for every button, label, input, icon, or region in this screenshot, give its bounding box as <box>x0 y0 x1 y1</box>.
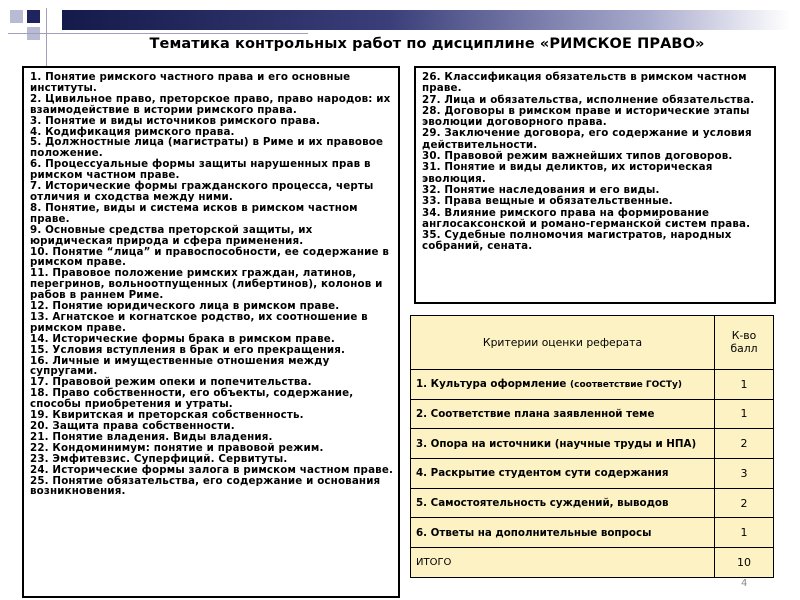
list-item: 24. Исторические формы залога в римском частном праве. <box>30 463 394 476</box>
score-cell: 2 <box>715 488 774 518</box>
list-item: 25. Понятие обязательства, его содержание и основания возникновения. <box>30 474 381 498</box>
table-row <box>411 429 774 459</box>
list-item: 4. Кодификация римского права. <box>30 125 235 138</box>
list-item: 16. Личные и имущественные отношения между супругами. <box>30 354 330 378</box>
criteria-text: 4. Раскрытие студентом сути содержания <box>416 467 669 480</box>
table-row <box>411 518 774 548</box>
list-item: 3. Понятие и виды источников римского права. <box>30 114 321 127</box>
criteria-cell <box>411 488 715 518</box>
criteria-text: 6. Ответы на дополнительные вопросы <box>416 526 652 539</box>
criteria-cell <box>411 518 715 548</box>
total-score: 10 <box>715 548 774 578</box>
total-label: ИТОГО <box>411 548 715 578</box>
list-item: 18. Право собственности, его объекты, содержание, способы приобретения и утраты. <box>30 387 354 411</box>
list-item: 21. Понятие владения. Виды владения. <box>30 430 273 443</box>
list-item: 12. Понятие юридического лица в римском праве. <box>30 300 340 313</box>
list-item: 5. Должностные лица (магистраты) в Риме и их правовое положение. <box>30 136 384 160</box>
table-header-row <box>411 316 774 370</box>
header-gradient-bar <box>62 10 790 30</box>
score-cell: 1 <box>715 399 774 429</box>
table-row <box>411 399 774 429</box>
list-item: 29. Заключение договора, его содержание и условия действительности. <box>422 127 752 151</box>
table-total-row <box>411 548 774 578</box>
list-item: 8. Понятие, виды и система исков в римском частном праве. <box>30 201 358 225</box>
list-item: 33. Права вещные и обязательственные. <box>422 195 673 208</box>
score-cell: 1 <box>715 518 774 548</box>
list-item: 31. Понятие и виды деликтов, их историческая эволюция. <box>422 161 713 185</box>
score-cell: 3 <box>715 459 774 489</box>
list-item: 13. Агнатское и когнатское родство, их соотношение в римском праве. <box>30 310 368 334</box>
list-item: 17. Правовой режим опеки и попечительства. <box>30 376 312 389</box>
page-number: 4 <box>741 578 748 589</box>
list-item: 26. Классификация обязательств в римском частном праве. <box>422 71 747 95</box>
list-item: 27. Лица и обязательства, исполнение обязательства. <box>422 93 755 106</box>
criteria-cell <box>411 369 715 399</box>
column-header-score: К-во балл <box>715 316 774 370</box>
list-item: 6. Процессуальные формы защиты нарушенных прав в римском частном праве. <box>30 158 371 182</box>
decor-square-dark <box>27 10 40 23</box>
list-item: 10. Понятие “лица” и правоспособности, ее содержание в римском праве. <box>30 245 390 269</box>
page-title: Тематика контрольных работ по дисциплине «РИМСКОЕ ПРАВО» <box>149 36 705 52</box>
list-item: 1. Понятие римского частного права и его основные институты. <box>30 71 351 94</box>
criteria-table <box>410 315 774 578</box>
list-item: 34. Влияние римского права на формирование англосаксонской и романо-германской систем права. <box>422 206 751 230</box>
table-row <box>411 459 774 489</box>
criteria-text: 2. Соответствие плана заявленной теме <box>416 407 655 420</box>
criteria-note: (соответствие ГОСТу) <box>570 380 682 391</box>
table-row <box>411 488 774 518</box>
column-header-criteria: Критерии оценки реферата <box>411 316 715 370</box>
list-item: 15. Условия вступления в брак и его прекращения. <box>30 343 346 356</box>
score-cell: 2 <box>715 429 774 459</box>
list-item: 22. Кондоминимум: понятие и правовой режим. <box>30 441 324 454</box>
list-item: 7. Исторические формы гражданского процесса, черты отличия и сходства между ними. <box>30 180 374 203</box>
topics-list-right <box>414 66 776 304</box>
list-item: 28. Договоры в римском праве и исторические этапы эволюции договорного права. <box>422 104 750 129</box>
decor-square-light <box>10 10 23 23</box>
list-item: 35. Судебные полномочия магистратов, народных собраний, сената. <box>422 229 732 253</box>
criteria-text: 3. Опора на источники (научные труды и НПА) <box>416 437 697 450</box>
list-item: 14. Исторические формы брака в римском праве. <box>30 332 335 345</box>
criteria-text: 1. Культура оформление <box>416 378 567 391</box>
criteria-text: 5. Самостоятельность суждений, выводов <box>416 497 669 510</box>
list-item: 30. Правовой режим важнейших типов договоров. <box>422 150 733 163</box>
list-item: 32. Понятие наследования и его виды. <box>422 183 660 196</box>
criteria-cell <box>411 429 715 459</box>
list-item: 2. Цивильное право, преторское право, право народов: их взаимодействие в истории римского права. <box>30 92 391 116</box>
criteria-cell <box>411 399 715 429</box>
decor-horizontal-line <box>8 33 308 34</box>
list-item: 9. Основные средства преторской защиты, их юридическая природа и сфера применения. <box>30 223 313 247</box>
list-item: 19. Квиритская и преторская собственность. <box>30 409 304 422</box>
list-item: 20. Защита права собственности. <box>30 420 235 432</box>
topics-list-left <box>22 66 400 598</box>
table-row <box>411 369 774 399</box>
score-cell: 1 <box>715 369 774 399</box>
list-item: 11. Правовое положение римских граждан, латинов, перегринов, вольноотпущенных (либертинов), колонов и рабов в раннем Риме. <box>30 267 383 302</box>
criteria-cell <box>411 459 715 489</box>
list-item: 23. Эмфитевзис. Суперфиций. Сервитуты. <box>30 452 288 465</box>
